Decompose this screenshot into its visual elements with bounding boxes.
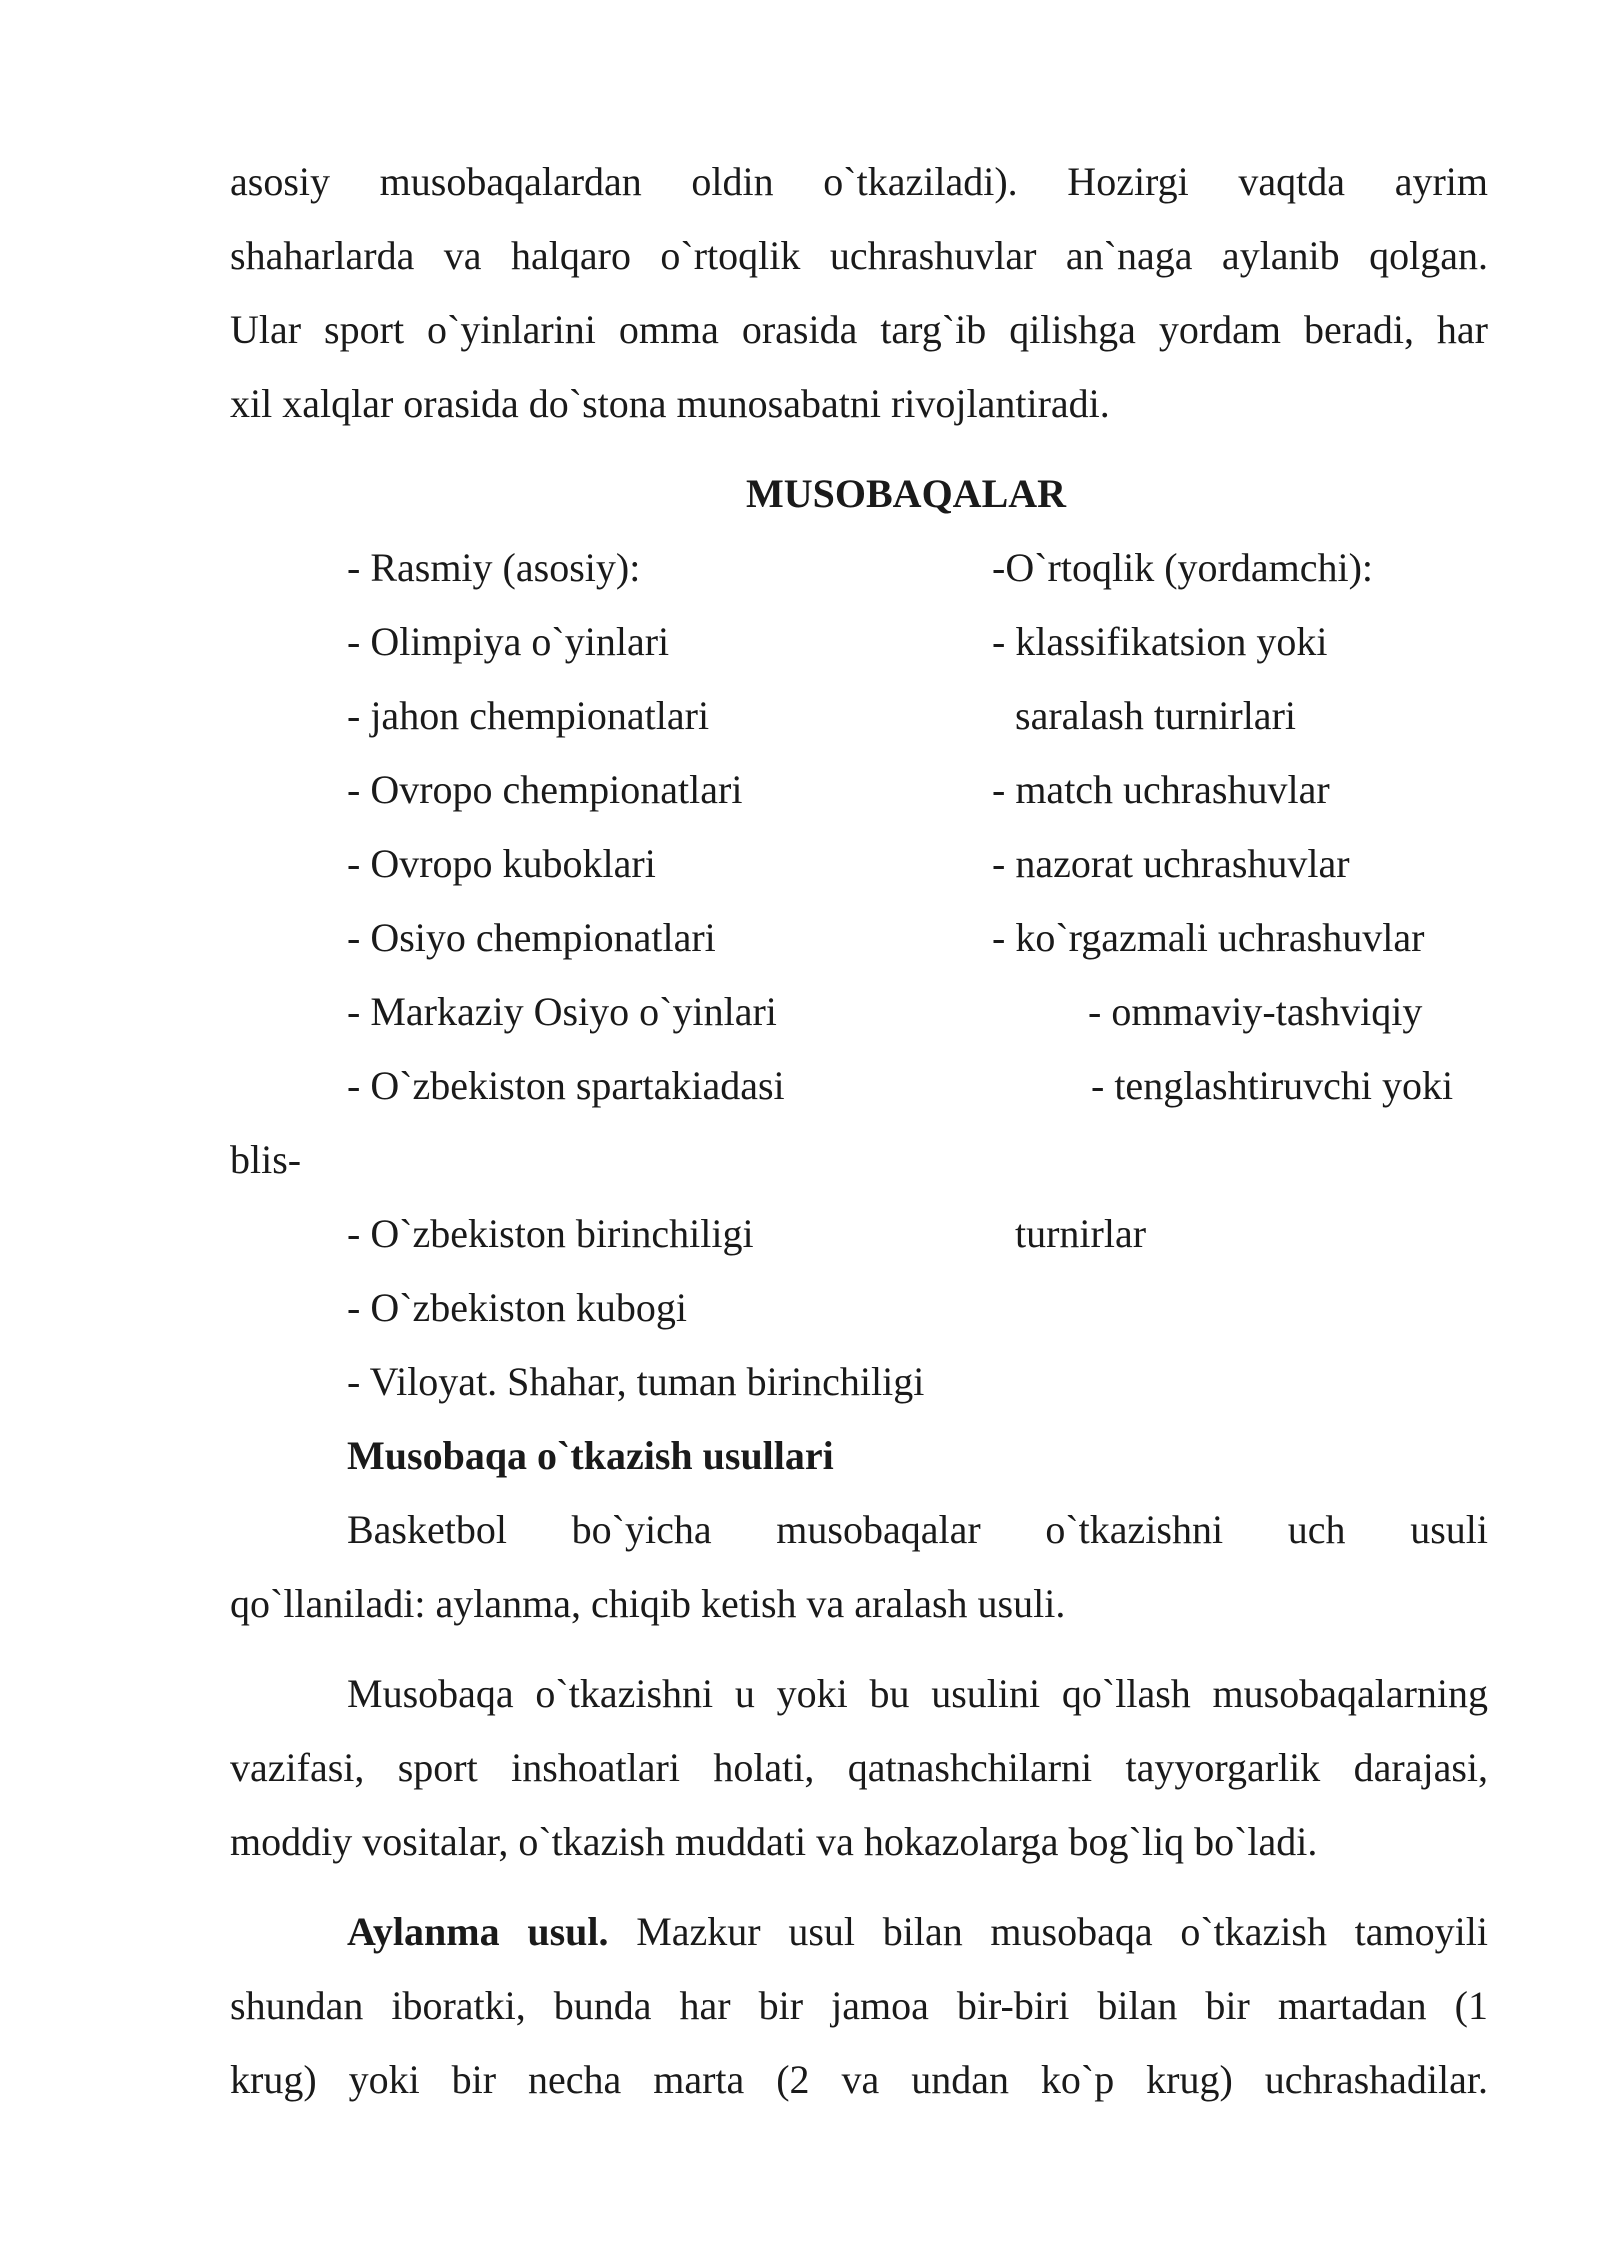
wrapped-fragment: blis-: [230, 1137, 302, 1182]
list-item-left: - Osiyo chempionatlari: [347, 915, 716, 960]
paragraph-1-line-1: Basketbol bo`yicha musobaqalar o`tkazishni uch usuli: [347, 1507, 1488, 1552]
paragraph-3-line-1-rest: Mazkur usul bilan musobaqa o`tkazish tamoyili: [636, 1909, 1488, 1954]
list-item-left: - Rasmiy (asosiy):: [347, 545, 641, 590]
intro-line-1: asosiy musobaqalardan oldin o`tkaziladi). Hozirgi vaqtda ayrim: [230, 159, 1488, 204]
list-item-right: - klassifikatsion yoki: [992, 619, 1328, 664]
list-item-right: - match uchrashuvlar: [992, 767, 1330, 812]
paragraph-2-line-2: vazifasi, sport inshoatlari holati, qatnashchilarni tayyorgarlik darajasi,: [230, 1745, 1488, 1790]
paragraph-3-line-2: shundan iboratki, bunda har bir jamoa bir-biri bilan bir martadan (1: [230, 1983, 1488, 2028]
paragraph-3-line-3: krug) yoki bir necha marta (2 va undan ko`p krug) uchrashadilar.: [230, 2057, 1488, 2102]
list-item-left: - Viloyat. Shahar, tuman birinchiligi: [347, 1359, 925, 1404]
list-item-left: - Olimpiya o`yinlari: [347, 619, 670, 664]
section-title: MUSOBAQALAR: [746, 471, 1067, 516]
list-item-left: - Markaziy Osiyo o`yinlari: [347, 989, 777, 1034]
paragraph-1-line-2: qo`llaniladi: aylanma, chiqib ketish va aralash usuli.: [230, 1581, 1066, 1626]
list-item-right: turnirlar: [1015, 1211, 1147, 1256]
list-item-right: - ko`rgazmali uchrashuvlar: [992, 915, 1425, 960]
paragraph-2-line-3: moddiy vositalar, o`tkazish muddati va hokazolarga bog`liq bo`ladi.: [230, 1819, 1318, 1864]
list-item-left: - Ovropo kuboklari: [347, 841, 656, 886]
intro-line-2: shaharlarda va halqaro o`rtoqlik uchrashuvlar an`naga aylanib qolgan.: [230, 233, 1488, 278]
list-item-left: - O`zbekiston birinchiligi: [347, 1211, 754, 1256]
list-item-left: - O`zbekiston spartakiadasi: [347, 1063, 785, 1108]
list-item-right: saralash turnirlari: [1015, 693, 1296, 738]
intro-line-3: Ular sport o`yinlarini omma orasida targ`ib qilishga yordam beradi, har: [230, 307, 1488, 352]
intro-line-4: xil xalqlar orasida do`stona munosabatni rivojlantiradi.: [230, 381, 1110, 426]
list-item-right: - nazorat uchrashuvlar: [992, 841, 1350, 886]
paragraph-2-line-1: Musobaqa o`tkazishni u yoki bu usulini qo`llash musobaqalarning: [347, 1671, 1488, 1716]
subsection-heading: Musobaqa o`tkazish usullari: [347, 1433, 834, 1478]
list-item-left: - jahon chempionatlari: [347, 693, 710, 738]
list-item-left: - Ovropo chempionatlari: [347, 767, 743, 812]
paragraph-3-line-1: [347, 1909, 1488, 1954]
paragraph-3-lead: Aylanma usul.: [347, 1909, 609, 1954]
list-item-right: -O`rtoqlik (yordamchi):: [992, 545, 1373, 590]
list-item-right: - ommaviy-tashviqiy: [1088, 989, 1423, 1034]
list-item-left: - O`zbekiston kubogi: [347, 1285, 687, 1330]
list-item-right: - tenglashtiruvchi yoki: [1091, 1063, 1454, 1108]
